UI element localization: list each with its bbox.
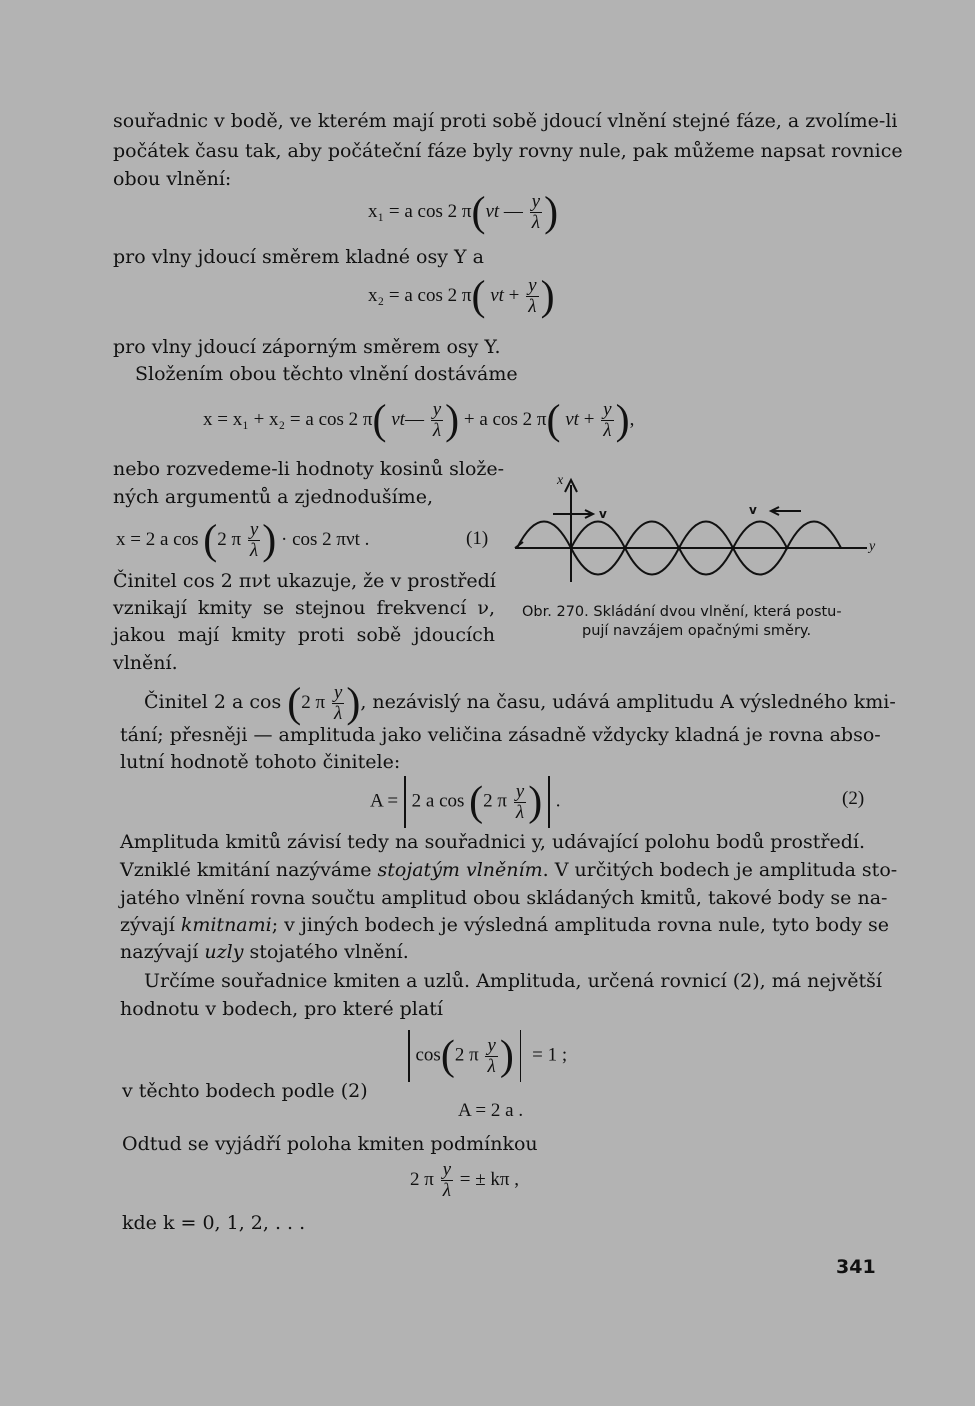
text-line: Činitel cos 2 πνt ukazuje, že v prostředí <box>113 570 496 592</box>
text-line: jatého vlnění rovna součtu amplitud obou skládaných kmitů, takové body se na- <box>120 887 888 909</box>
equation-x1: x₁ = a cos 2 π(νt — $\frac{y}{\lambda}$ ) <box>368 189 559 236</box>
text-line: souřadnic v bodě, ve kterém mají proti sobě jdoucí vlnění stejné fáze, a zvolíme-li <box>113 110 898 132</box>
text-line: nazývají uzly stojatého vlnění. <box>120 941 409 963</box>
figure-label-y: y <box>869 539 876 554</box>
text-line: nebo rozvedeme-li hodnoty kosinů slože- <box>113 458 505 480</box>
equation-x2: x₂ = a cos 2 π( νt + $\frac{y}{\lambda}$ ) <box>368 273 555 320</box>
wave-crests <box>517 522 841 549</box>
figure-caption-line: Obr. 270. Skládání dvou vlnění, která postu- <box>522 604 842 620</box>
figure-caption-line: pují navzájem opačnými směry. <box>582 623 812 639</box>
standing-wave-figure <box>505 470 880 590</box>
text-line: pro vlny jdoucí směrem kladné osy Y a <box>113 246 484 268</box>
text-line: Činitel 2 a cos (2 π $\frac{y}{\lambda}$ ), nezávislý na času, udává amplitudu A výsledného kmi- <box>144 680 896 727</box>
text-line: tání; přesněji — amplituda jako veličina zásadně vždycky kladná je rovna abso- <box>120 724 881 746</box>
wave-troughs <box>571 548 787 575</box>
text-line: v těchto bodech podle (2) <box>122 1080 368 1102</box>
text-line: Amplituda kmitů závisí tedy na souřadnici y, udávající polohu bodů prostředí. <box>120 831 865 853</box>
text-line: vlnění. <box>113 652 178 674</box>
text-line: počátek času tak, aby počáteční fáze byly rovny nule, pak můžeme napsat rovnice <box>113 140 903 162</box>
page-number: 341 <box>836 1256 876 1278</box>
equation-1: x = 2 a cos (2 π $\frac{y}{\lambda}$ ) · cos 2 πνt . <box>116 517 370 564</box>
text-line: Složením obou těchto vlnění dostáváme <box>135 363 518 385</box>
figure-label-v1: v <box>599 507 607 521</box>
equation-amplitude-max: A = 2 a . <box>458 1100 524 1121</box>
text-line: vznikají kmity se stejnou frekvencí ν, <box>113 597 495 619</box>
text-line: Odtud se vyjádří poloha kmiten podmínkou <box>122 1133 538 1155</box>
text-line: lutní hodnotě tohoto činitele: <box>120 751 401 773</box>
text-line: kde k = 0, 1, 2, . . . <box>122 1212 306 1234</box>
equation-2: A = 2 a cos (2 π $\frac{y}{\lambda}$ ) . <box>370 776 560 828</box>
text-line: obou vlnění: <box>113 168 232 190</box>
equation-number-1: (1) <box>466 528 489 549</box>
text-line: Vzniklé kmitání nazýváme stojatým vlněním. V určitých bodech je amplituda sto- <box>120 859 898 881</box>
figure-label-v2: v <box>749 503 757 517</box>
equation-number-2: (2) <box>842 788 865 809</box>
equation-antinode-position: 2 π $\frac{y}{\lambda}$ = ± kπ , <box>410 1159 520 1201</box>
text-line: hodnotu v bodech, pro které platí <box>120 998 443 1020</box>
equation-max-condition: cos(2 π $\frac{y}{\lambda}$ ) = 1 ; <box>402 1030 567 1082</box>
text-line: Určíme souřadnice kmiten a uzlů. Amplituda, určená rovnicí (2), má největší <box>144 970 882 992</box>
text-line: zývají kmitnami; v jiných bodech je výsledná amplituda rovna nule, tyto body se <box>120 914 890 936</box>
text-line: pro vlny jdoucí záporným směrem osy Y. <box>113 336 501 358</box>
text-line: ných argumentů a zjednodušíme, <box>113 486 433 508</box>
equation-sum: x = x₁ + x₂ = a cos 2 π( νt— $\frac{y}{\lambda}$ ) + a cos 2 π( νt + $\frac{y}{\lambda}$ ), <box>203 397 635 444</box>
text-line: jakou mají kmity proti sobě jdoucích <box>113 624 495 646</box>
figure-label-x: x <box>557 473 564 488</box>
